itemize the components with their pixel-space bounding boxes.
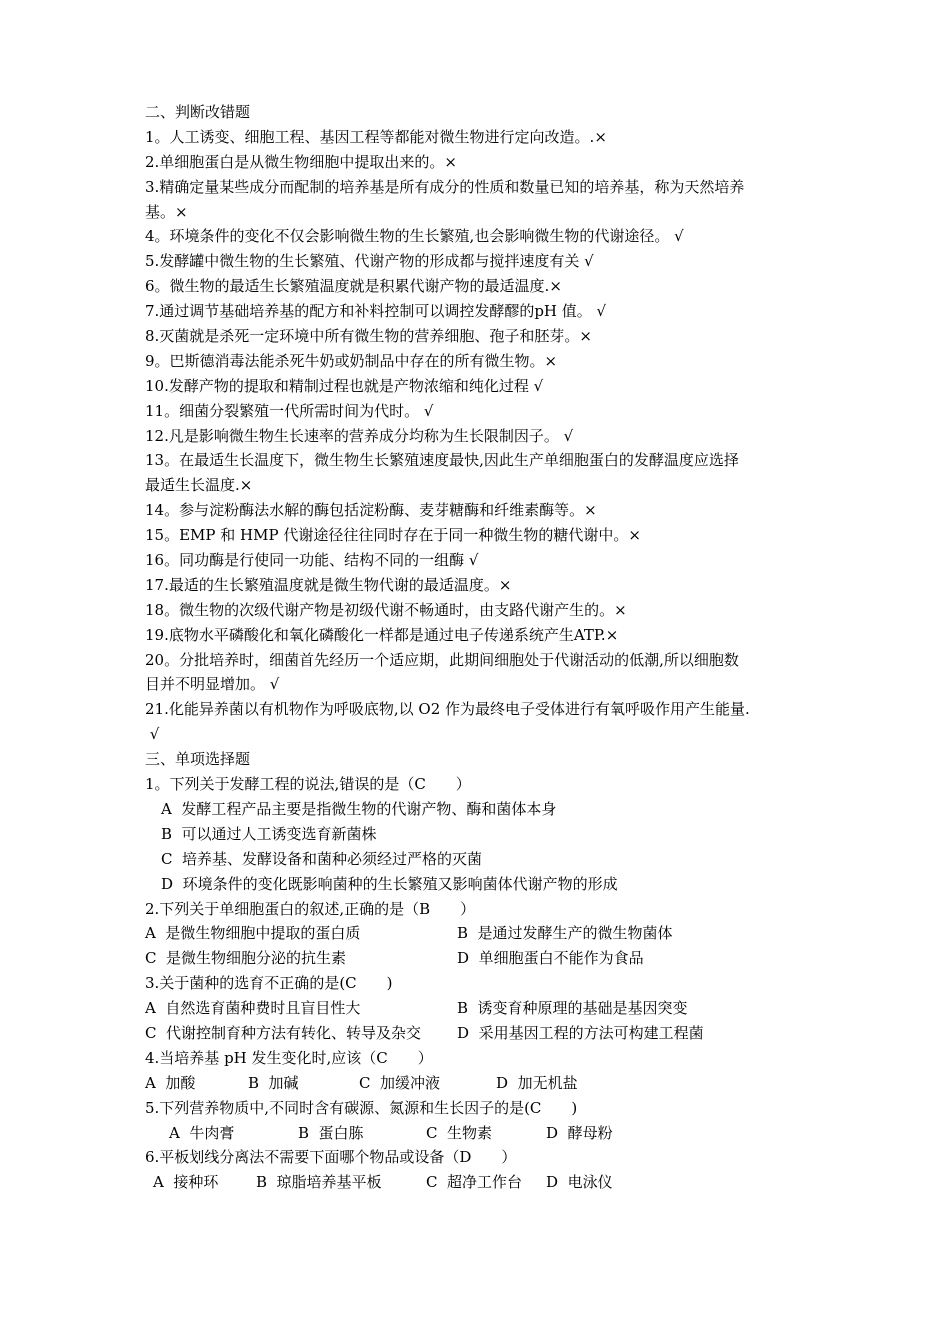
option-d: D 电泳仪 xyxy=(546,1173,613,1192)
option-a: A 是微生物细胞中提取的蛋白质 xyxy=(145,924,361,943)
section-title: 二、判断改错题 xyxy=(145,103,251,121)
document-page xyxy=(145,100,815,1195)
option-c: C 生物素 xyxy=(426,1123,493,1142)
judgment-item: 8.灭菌就是杀死一定环境中所有微生物的营养细胞、孢子和胚芽。× xyxy=(145,327,592,346)
judgment-item: 1。人工诱变、细胞工程、基因工程等都能对微生物进行定向改造。.× xyxy=(145,127,607,146)
judgment-item: 9。巴斯德消毒法能杀死牛奶或奶制品中存在的所有微生物。× xyxy=(145,351,558,370)
option-c: C 超净工作台 xyxy=(426,1173,523,1192)
judgment-item: √ xyxy=(145,725,160,744)
option-row xyxy=(145,1071,815,1096)
question-stem: 5.下列营养物质中,不同时含有碳源、氮源和生长因子的是(C ) xyxy=(145,1098,578,1117)
judgment-item: 6。微生物的最适生长繁殖温度就是积累代谢产物的最适温度.× xyxy=(145,277,562,296)
section-title: 三、单项选择题 xyxy=(145,750,251,769)
judgment-item: 21.化能异养菌以有机物作为呼吸底物,以 O2 作为最终电子受体进行有氧呼吸作用产生能量. xyxy=(145,700,750,719)
judgment-item: 18。微生物的次级代谢产物是初级代谢不畅通时，由支路代谢产生的。× xyxy=(145,600,627,619)
question-stem: 6.平板划线分离法不需要下面哪个物品或设备（D ） xyxy=(145,1148,517,1167)
question-stem: 4.当培养基 pH 发生变化时,应该（C ） xyxy=(145,1048,433,1067)
option-d: D 单细胞蛋白不能作为食品 xyxy=(457,949,644,968)
option-c: C 培养基、发酵设备和菌种必须经过严格的灭菌 xyxy=(161,849,483,868)
judgment-item: 3.精确定量某些成分而配制的培养基是所有成分的性质和数量已知的培养基，称为天然培养 xyxy=(145,177,745,196)
question-2 xyxy=(145,897,815,972)
judgment-item: 15。EMP 和 HMP 代谢途径往往同时存在于同一种微生物的糖代谢中。× xyxy=(145,526,641,545)
judgment-item: 12.凡是影响微生物生长速率的营养成分均称为生长限制因子。 √ xyxy=(145,426,574,445)
option-b: B 诱变育种原理的基础是基因突变 xyxy=(457,999,688,1018)
option-b: B 蛋白胨 xyxy=(298,1123,364,1142)
question-stem: 2.下列关于单细胞蛋白的叙述,正确的是（B ） xyxy=(145,899,476,918)
option-b: B 是通过发酵生产的微生物菌体 xyxy=(457,924,673,943)
option-a: A 发酵工程产品主要是指微生物的代谢产物、酶和菌体本身 xyxy=(161,799,557,818)
judgment-item: 2.单细胞蛋白是从微生物细胞中提取出来的。× xyxy=(145,152,457,171)
question-4 xyxy=(145,1046,815,1096)
option-a: A 接种环 xyxy=(153,1173,219,1192)
question-3 xyxy=(145,971,815,1046)
judgment-item: 11。细菌分裂繁殖一代所需时间为代时。 √ xyxy=(145,401,434,420)
option-row xyxy=(145,921,815,946)
option-a: A 牛肉膏 xyxy=(169,1123,235,1142)
judgment-item: 14。参与淀粉酶法水解的酶包括淀粉酶、麦芽糖酶和纤维素酶等。× xyxy=(145,501,597,520)
option-a: A 加酸 xyxy=(145,1073,196,1092)
option-b: B 可以通过人工诱变选育新菌株 xyxy=(161,824,377,843)
option-d: D 环境条件的变化既影响菌种的生长繁殖又影响菌体代谢产物的形成 xyxy=(161,874,618,893)
option-d: D 加无机盐 xyxy=(496,1073,578,1092)
judgment-item: 最适生长温度.× xyxy=(145,476,253,495)
option-row xyxy=(145,1121,815,1146)
option-d: D 采用基因工程的方法可构建工程菌 xyxy=(457,1023,704,1042)
judgment-item: 13。在最适生长温度下，微生物生长繁殖速度最快,因此生产单细胞蛋白的发酵温度应选择 xyxy=(145,451,739,470)
option-b: B 加碱 xyxy=(248,1073,299,1092)
question-stem: 1。下列关于发酵工程的说法,错误的是（C ） xyxy=(145,775,471,794)
option-row xyxy=(145,996,815,1021)
judgment-item: 16。同功酶是行使同一功能、结构不同的一组酶 √ xyxy=(145,551,479,570)
question-6 xyxy=(145,1145,815,1195)
question-5 xyxy=(145,1096,815,1146)
judgment-item: 基。× xyxy=(145,202,188,221)
question-1 xyxy=(145,772,815,896)
option-d: D 酵母粉 xyxy=(546,1123,613,1142)
judgment-item: 7.通过调节基础培养基的配方和补料控制可以调控发酵醪的pH 值。 √ xyxy=(145,302,607,321)
option-c: C 加缓冲液 xyxy=(359,1073,441,1092)
judgment-item: 20。分批培养时，细菌首先经历一个适应期，此期间细胞处于代谢活动的低潮,所以细胞数 xyxy=(145,650,739,669)
option-row xyxy=(145,1021,815,1046)
judgment-item: 10.发酵产物的提取和精制过程也就是产物浓缩和纯化过程 √ xyxy=(145,376,544,395)
option-c: C 代谢控制育种方法有转化、转导及杂交 xyxy=(145,1023,422,1042)
option-a: A 自然选育菌种费时且盲目性大 xyxy=(145,999,361,1018)
judgment-item: 5.发酵罐中微生物的生长繁殖、代谢产物的形成都与搅拌速度有关 √ xyxy=(145,252,594,271)
option-c: C 是微生物细胞分泌的抗生素 xyxy=(145,949,347,968)
judgment-list xyxy=(145,125,815,747)
question-stem: 3.关于菌种的选育不正确的是(C ) xyxy=(145,974,393,993)
option-row xyxy=(145,946,815,971)
judgment-item: 17.最适的生长繁殖温度就是微生物代谢的最适温度。× xyxy=(145,575,512,594)
judgment-item: 4。环境条件的变化不仅会影响微生物的生长繁殖,也会影响微生物的代谢途径。 √ xyxy=(145,227,684,246)
option-b: B 琼脂培养基平板 xyxy=(256,1173,382,1192)
judgment-item: 19.底物水平磷酸化和氧化磷酸化一样都是通过电子传递系统产生ATP.× xyxy=(145,625,619,644)
judgment-item: 目并不明显增加。 √ xyxy=(145,675,280,694)
option-row xyxy=(145,1170,815,1195)
